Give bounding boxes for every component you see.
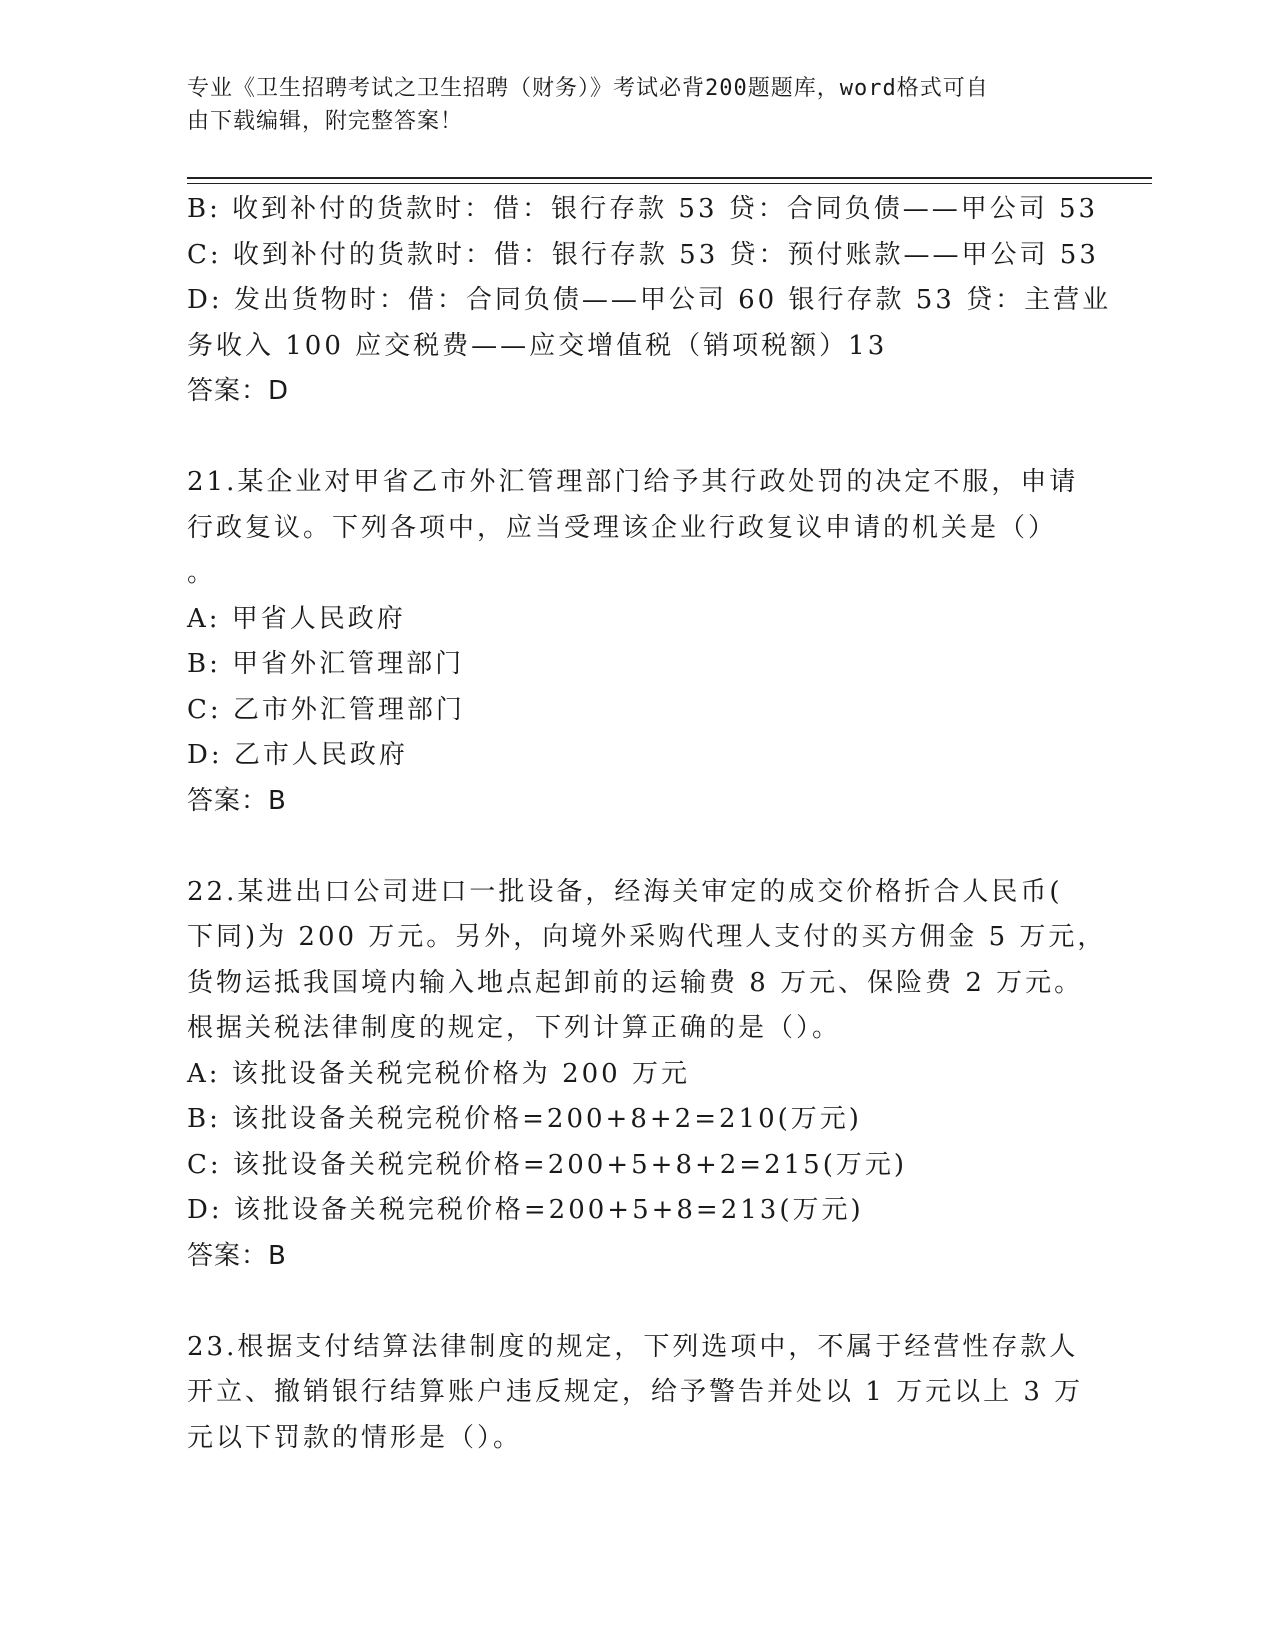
header-divider-thick	[187, 177, 1152, 179]
option-c: C: 收到补付的货款时：借：银行存款 53 贷：预付账款——甲公司 53	[187, 239, 1099, 270]
option-b: B: 甲省外汇管理部门	[187, 649, 465, 679]
question-stem-line-1: 21.某企业对甲省乙市外汇管理部门给予其行政处罚的决定不服，申请	[187, 467, 1079, 497]
question-23	[187, 1325, 1087, 1462]
question-stem-line-2: 开立、撤销银行结算账户违反规定，给予警告并处以 1 万元以上 3 万	[187, 1377, 1084, 1407]
header-line-1: 专业《卫生招聘考试之卫生招聘（财务）》考试必背200题题库，word格式可自	[187, 76, 989, 101]
spacer	[187, 824, 1087, 870]
option-d-line-1: D: 发出货物时：借：合同负债——甲公司 60 银行存款 53 贷：主营业	[187, 285, 1112, 315]
option-a: A: 该批设备关税完税价格为 200 万元	[187, 1058, 690, 1089]
option-d-line-2: 务收入 100 应交税费——应交增值税（销项税额）13	[187, 330, 888, 361]
question-stem-line-4: 根据关税法律制度的规定，下列计算正确的是（）。	[187, 1013, 842, 1043]
option-d: D: 乙市人民政府	[187, 740, 408, 770]
question-stem-line-1: 23.根据支付结算法律制度的规定，下列选项中，不属于经营性存款人	[187, 1331, 1079, 1362]
option-d: D: 该批设备关税完税价格=200+5+8=213(万元)	[187, 1195, 864, 1225]
answer: 答案：B	[187, 1240, 287, 1271]
question-stem-line-1: 22.某进出口公司进口一批设备，经海关审定的成交价格折合人民币(	[187, 876, 1063, 907]
option-c: C: 乙市外汇管理部门	[187, 694, 465, 725]
document-header	[187, 72, 1067, 138]
option-c: C: 该批设备关税完税价格=200+5+8+2=215(万元)	[187, 1149, 908, 1180]
question-20-tail	[187, 187, 1112, 415]
answer: 答案：D	[187, 376, 290, 406]
question-stem-line-3: 货物运抵我国境内输入地点起卸前的运输费 8 万元、保险费 2 万元。	[187, 967, 1084, 998]
header-divider-thin	[187, 183, 1152, 184]
question-stem-line-2: 下同)为 200 万元。另外，向境外采购代理人支付的买方佣金 5 万元，	[187, 922, 1107, 952]
spacer	[187, 415, 1087, 461]
option-b: B: 该批设备关税完税价格=200+8+2=210(万元)	[187, 1104, 862, 1134]
question-stem-line-2: 行政复议。下列各项中，应当受理该企业行政复议申请的机关是（）	[187, 512, 1058, 543]
answer: 答案：B	[187, 785, 287, 816]
spacer	[187, 1279, 1087, 1325]
option-b: B: 收到补付的货款时：借：银行存款 53 贷：合同负债——甲公司 53	[187, 194, 1099, 224]
header-line-2: 由下载编辑，附完整答案！	[187, 109, 464, 134]
question-stem-line-3: 。	[187, 558, 217, 588]
question-stem-line-3: 元以下罚款的情形是（）。	[187, 1422, 523, 1453]
question-21	[187, 460, 1087, 824]
option-a: A: 甲省人民政府	[187, 603, 406, 634]
question-22	[187, 870, 1107, 1280]
question-content	[187, 187, 1112, 1461]
